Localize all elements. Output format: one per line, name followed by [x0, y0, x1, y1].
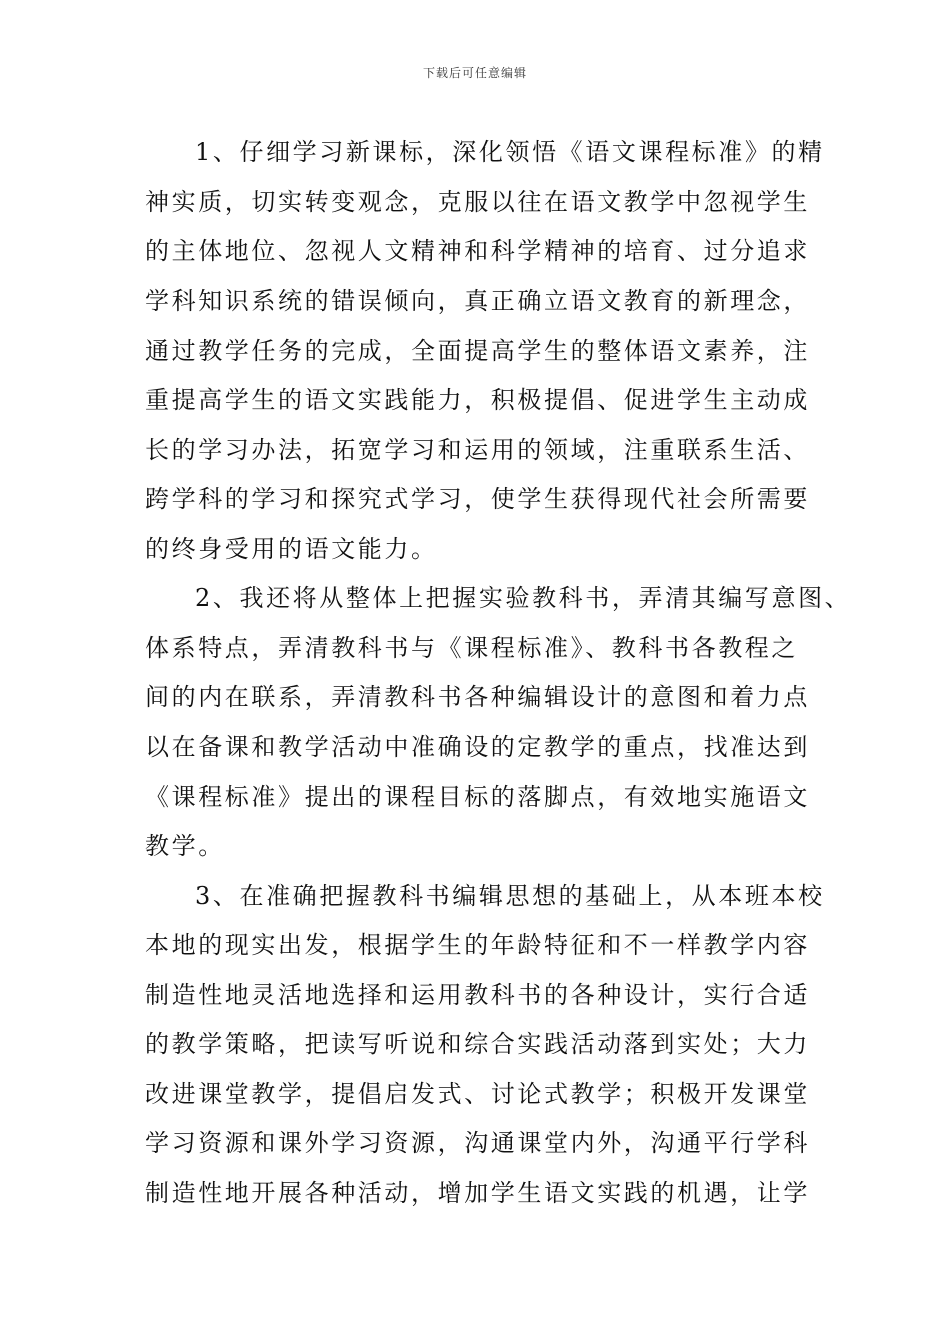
- paragraph-1-line-7: 长的学习办法，拓宽学习和运用的领域，注重联系生活、: [145, 436, 810, 464]
- paragraph-2-line-6: 教学。: [145, 832, 225, 860]
- paragraph-1-line-4: 学科知识系统的错误倾向，真正确立语文教育的新理念，: [145, 287, 810, 315]
- paragraph-2-line-5: 《课程标准》提出的课程目标的落脚点，有效地实施语文: [145, 783, 810, 811]
- paragraph-1-line-2: 神实质，切实转变观念，克服以往在语文教学中忽视学生: [145, 188, 810, 216]
- paragraph-3-line-2: 本地的现实出发，根据学生的年龄特征和不一样教学内容: [145, 931, 810, 959]
- paragraph-3-line-5: 改进课堂教学，提倡启发式、讨论式教学；积极开发课堂: [145, 1080, 810, 1108]
- paragraph-3-line-1: 3、在准确把握教科书编辑思想的基础上，从本班本校: [195, 882, 825, 910]
- paragraph-1-line-5: 通过教学任务的完成，全面提高学生的整体语文素养，注: [145, 337, 810, 365]
- paragraph-1-line-9: 的终身受用的语文能力。: [145, 535, 438, 563]
- paragraph-2-line-2: 体系特点，弄清教科书与《课程标准》、教科书各教程之: [145, 634, 798, 662]
- paragraph-3-line-6: 学习资源和课外学习资源，沟通课堂内外，沟通平行学科: [145, 1129, 810, 1157]
- paragraph-1-line-3: 的主体地位、忽视人文精神和科学精神的培育、过分追求: [145, 237, 810, 265]
- paragraph-2-line-3: 间的内在联系，弄清教科书各种编辑设计的意图和着力点: [145, 683, 810, 711]
- paragraph-1-line-8: 跨学科的学习和探究式学习，使学生获得现代社会所需要: [145, 485, 810, 513]
- paragraph-1-line-6: 重提高学生的语文实践能力，积极提倡、促进学生主动成: [145, 386, 810, 414]
- paragraph-3-line-7: 制造性地开展各种活动，增加学生语文实践的机遇，让学: [145, 1179, 810, 1207]
- page-header: 下载后可任意编辑: [422, 66, 527, 80]
- paragraph-3-line-3: 制造性地灵活地选择和运用教科书的各种设计，实行合适: [145, 981, 810, 1009]
- paragraph-1-line-1: 1、仔细学习新课标，深化领悟《语文课程标准》的精: [195, 138, 825, 166]
- paragraph-2-line-4: 以在备课和教学活动中准确设的定教学的重点，找准达到: [145, 733, 810, 761]
- paragraph-2-line-1: 2、我还将从整体上把握实验教科书，弄清其编写意图、: [195, 584, 852, 612]
- paragraph-3-line-4: 的教学策略，把读写听说和综合实践活动落到实处；大力: [145, 1030, 810, 1058]
